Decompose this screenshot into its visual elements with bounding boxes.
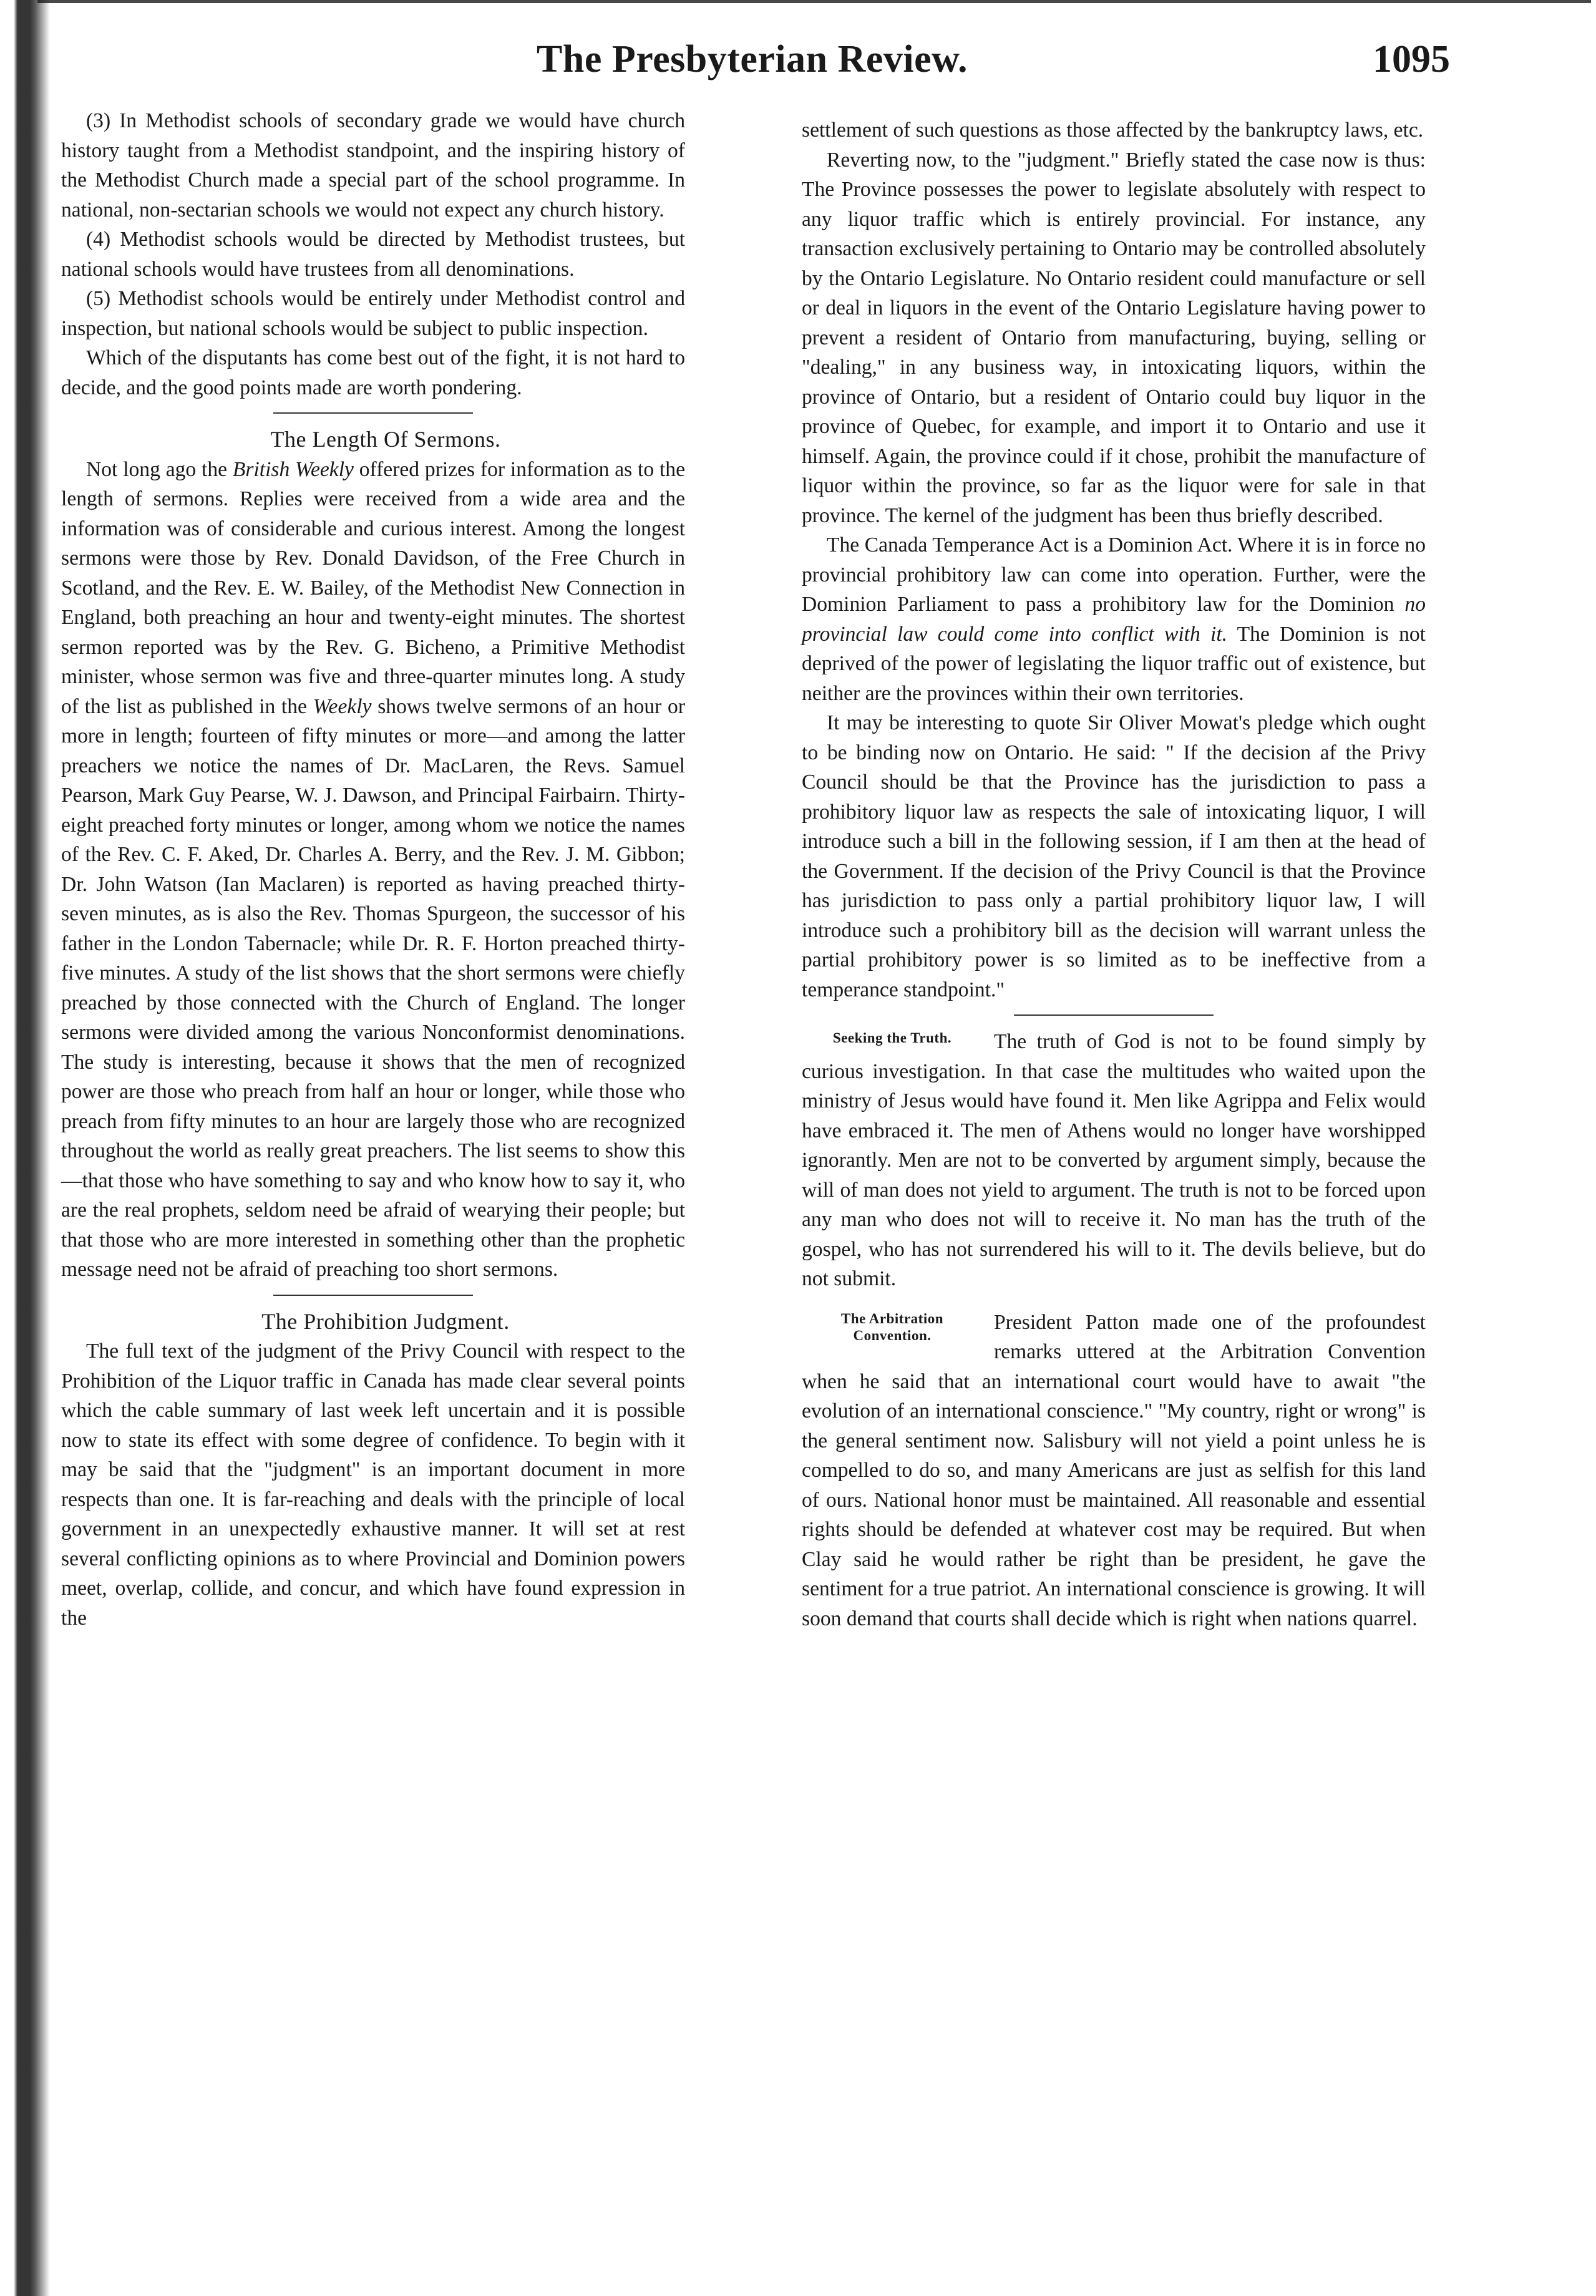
- side-heading-arbitration: The Arbitration Convention.: [840, 1310, 944, 1343]
- publication-title: British Weekly: [232, 457, 354, 481]
- text-run: shows twelve sermons of an hour or more in length; fourteen of fifty minutes or more—and among the latter preachers we notice the names of Dr. MacLaren, the Revs. Samuel Pearson, Mark Guy Pearse, W. J. Dawson, and Principal Fairbairn. Thirty-eight preached forty minutes or longer, among whom we notice the names of the Rev. C. F. Aked, Dr. Charles A. Berry, and the Rev. J. M. Gibbon; Dr. John Watson (Ian Maclaren) is reported as having preached thirty-seven minutes, as is also the Rev. Thomas Spurgeon, the successor of his father in the London Tabernacle; while Dr. R. F. Horton preached thirty-five minutes. A study of the list shows that the short sermons were chiefly preached by those connected with the Church of England. The longer sermons were divided among the various Nonconformist denominations. The study is interesting, because it shows that the men of recognized power are those who preach from half an hour or longer, while those who preach from fifty minutes to an hour are largely those who are recognized throughout the world as really great preachers. The list seems to show this—that those who have something to say and who know how to say it, who are the real prophets, seldom need be afraid of wearying their people; but that those who are more interested in something other than the prophetic message need not be afraid of preaching too short sermons.: [61, 694, 686, 1281]
- text-run: offered prizes for information as to the length of sermons. Replies were received from a wide area and the information was of considerable and curious interest. Among the longest sermons were those by Rev. Donald Davidson, of the Free Church in Scotland, and the Rev. E. W. Bailey, of the Methodist New Connection in England, both preaching an hour and twenty-eight minutes. The shortest sermon reported was by the Rev. G. Bicheno, a Primitive Methodist minister, whose sermon was five and three-quarter minutes long. A study of the list as published in the: [61, 457, 685, 718]
- page-header: [537, 37, 1450, 94]
- heading-length-of-sermons: The Length Of Sermons.: [270, 427, 501, 452]
- side-heading-seeking-truth: Seeking the Truth.: [832, 1030, 952, 1046]
- text-run: The Dominion is not deprived of the power of legislating the liquor traffic out of existence, but neither are the provinces within their own territories.: [802, 622, 1426, 705]
- top-rule: [37, 0, 1591, 15]
- left-column: [61, 106, 685, 1633]
- text-run: The Canada Temperance Act is a Dominion Act. Where it is in force no provincial prohibitory law can come into operation. Further, were the Dominion Parliament to pass a prohibitory law for the Dominion: [802, 533, 1426, 616]
- section-arbitration-convention: [802, 1308, 1426, 1634]
- paragraph-length-of-sermons: [61, 455, 685, 1285]
- paragraph-seeking-truth: The truth of God is not to be found simply by curious investigation. In that case the multitudes who waited upon the ministry of Jesus would have found it. Men like Agrippa and Felix would have embraced it. The men of Athens would no longer have worshipped ignorantly. Men are not to be converted by argument simply, because the will of man does not yield to argument. The truth is not to be forced upon any man who does not will to receive it. No man has the truth of the gospel, who has not surrendered his will to it. The devils believe, but do not submit.: [802, 1030, 1426, 1290]
- section-seeking-truth: [802, 1027, 1426, 1294]
- paragraph-continuation: settlement of such questions as those affected by the bankruptcy laws, etc.: [802, 119, 1424, 142]
- paragraph-canada-temperance-act: [802, 530, 1426, 708]
- paragraph-methodist-3: (3) In Methodist schools of secondary grade we would have church history taught from a Methodist standpoint, and the inspiring history of the Methodist Church made a special part of the school programme. In national, non-sectarian schools we would not expect any church history.: [61, 109, 685, 221]
- heading-prohibition-judgment: The Prohibition Judgment.: [261, 1308, 510, 1334]
- section-divider: [273, 412, 473, 414]
- paragraph-disputants: Which of the disputants has come best out of the fight, it is not hard to decide, and the good points made are worth pondering.: [61, 346, 685, 399]
- text-run: Not long ago the: [86, 457, 233, 481]
- paragraph-arbitration: President Patton made one of the profoundest remarks uttered at the Arbitration Convention when he said that an international court would have to await "the evolution of an international conscience." "My country, right or wrong" is the general sentiment now. Salisbury will not yield a point unless he is compelled to do so, and many Americans are just as selfish for this land of ours. National honor must be maintained. All reasonable and essential rights should be defended at whatever cost may be required. But when Clay said he would rather be right than be president, he gave the sentiment for a true patriot. An international conscience is growing. It will soon demand that courts shall decide which is right when nations quarrel.: [802, 1310, 1426, 1630]
- section-divider: [273, 1295, 473, 1296]
- right-column: [802, 115, 1426, 1633]
- page-number: 1095: [1373, 38, 1450, 80]
- publication-title: Weekly: [313, 694, 372, 718]
- section-divider: [1014, 1014, 1214, 1016]
- paragraph-reverting: Reverting now, to the "judgment." Briefly stated the case now is thus: The Province possesses the power to legislate absolutely with respect to any liquor traffic which is entirely provincial. For instance, any transaction exclusively pertaining to Ontario may be controlled absolutely by the Ontario Legislature. No Ontario resident could manufacture or sell or deal in liquors in the event of the Ontario Legislature having power to prevent a resident of Ontario from manufacturing, buying, selling or "dealing," in any business way, in intoxicating liquors, within the province of Ontario, but a resident of Ontario could buy liquor in the province of Quebec, for example, and import it to Ontario and use it himself. Again, the province could if it chose, prohibit the manufacture of liquor within the province, so far as the liquor were for sale in that province. The kernel of the judgment has been thus briefly described.: [802, 148, 1426, 527]
- page-binding-edge: [0, 0, 50, 2296]
- paragraph-methodist-4: (4) Methodist schools would be directed by Methodist trustees, but national schools would have trustees from all denominations.: [61, 228, 685, 281]
- emphasis-text: no provincial law could come into conflict with it.: [802, 593, 1426, 646]
- paragraph-prohibition-judgment: The full text of the judgment of the Privy Council with respect to the Prohibition of the Liquor traffic in Canada has made clear several points which the cable summary of last week left uncertain and it is possible now to state its effect with some degree of confidence. To begin with it may be said that the "judgment" is an important document in more respects than one. It is far-reaching and deals with the principle of local government in an unexpectedly exhaustive manner. It will set at rest several conflicting opinions as to where Provincial and Dominion powers meet, overlap, collide, and concur, and which have found expression in the: [61, 1340, 685, 1630]
- running-head: The Presbyterian Review.: [537, 38, 968, 80]
- paragraph-methodist-5: (5) Methodist schools would be entirely under Methodist control and inspection, but national schools would be subject to public inspection.: [61, 287, 685, 340]
- paragraph-mowat-pledge: It may be interesting to quote Sir Oliver Mowat's pledge which ought to be binding now on Ontario. He said: " If the decision af the Privy Council should be that the Province has the jurisdiction to pass a prohibitory liquor law as respects the sale of intoxicating liquor, I will introduce such a bill in the following session, if I am then at the head of the Government. If the decision of the Privy Council is that the Province has jurisdiction to pass only a partial prohibitory liquor law, I will introduce such a prohibitory bill as the decision will warrant unless the partial prohibitory power is so limited as to be ineffective from a temperance standpoint.": [802, 711, 1426, 1001]
